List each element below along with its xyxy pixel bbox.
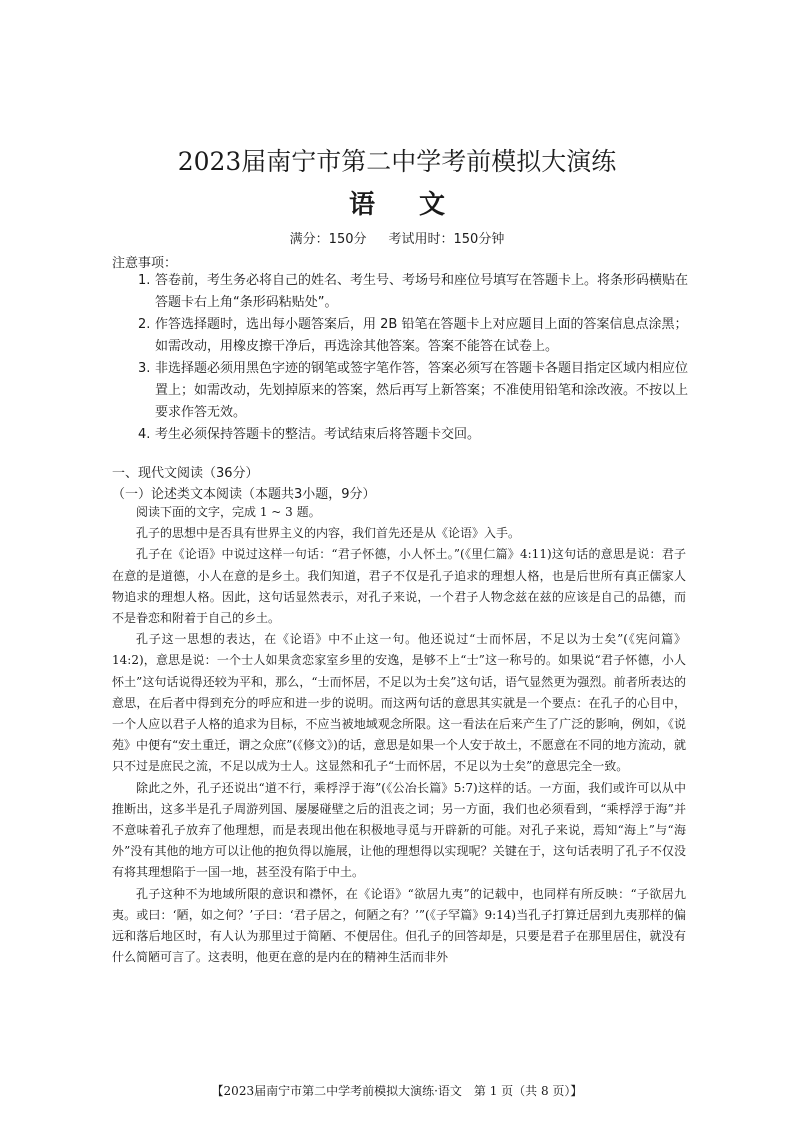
notice-number: 2. — [138, 317, 151, 332]
notice-heading: 注意事项： — [112, 256, 178, 271]
page-footer: 【2023届南宁市第二中学考前模拟大演练·语文 第 1 页（共 8 页）】 — [211, 1084, 583, 1098]
notice-text: 考生必须保持答题卡的整洁。考试结束后将答题卡交回。 — [155, 427, 481, 442]
reading-passage — [112, 502, 686, 968]
time-info: 考试用时：150分钟 — [388, 232, 505, 247]
reading-instruction: 阅读下面的文字，完成 1 ~ 3 题。 — [136, 505, 321, 519]
subject-title: 语文 — [348, 190, 489, 220]
passage-paragraph: 孔子的思想中是否具有世界主义的内容，我们首先还是从《论语》入手。 — [136, 526, 521, 541]
score-info: 满分：150分 — [289, 232, 367, 247]
notice-text: 非选择题必须用黑色字迹的钢笔或签字笔作答，答案必须写在答题卡各题目指定区域内相应位置上；如需改动，先划掉原来的答案，然后再写上新答案；不准使用铅笔和涂改液。不按以上要求作答无效。 — [155, 361, 689, 420]
exam-meta — [0, 228, 794, 247]
notice-item — [138, 314, 690, 358]
notice-number: 1. — [138, 273, 151, 288]
notice-number: 4. — [138, 427, 151, 442]
notice-number: 3. — [138, 361, 151, 376]
passage-paragraph: 孔子这一思想的表达，在《论语》中不止这一句。他还说过“士而怀居，不足以为士矣”(《宪问篇》14:2)，意思是说：一个士人如果贪恋家室乡里的安逸，是够不上“士”这一称号的。如果说“君子怀德，小人怀土”这句话说得还较为平和，那么，“士而怀居，不足以为士矣”这句话，语气显然更为强烈。前者所表达的意思，在后者中得到充分的呼应和进一步的说明。而这两句话的意思其实就是一个要点：在孔子的心目中，一个人应以君子人格的追求为目标，不应当被地域观念所限。这一看法在后来产生了广泛的影响，例如，《说苑》中便有“安土重迁，谓之众庶”(《修文》)的话，意思是如果一个人安于故土，不愿意在不同的地方流动，就只不过是庶民之流，不足以成为士人。这显然和孔子“士而怀居，不足以为士矣”的意思完全一致。 — [112, 632, 686, 774]
notice-item — [138, 270, 690, 314]
passage-paragraph: 除此之外，孔子还说出“道不行，乘桴浮于海”(《公冶长篇》5:7)这样的话。一方面，我们或许可以从中推断出，这多半是孔子周游列国、屡屡碰壁之后的沮丧之词；另一方面，我们也必须看到，“乘桴浮于海”并不意味着孔子放弃了他理想，而是表现出他在积极地寻觅与开辟新的可能。对孔子来说，焉知“海上”与“海外”没有其他的地方可以让他的抱负得以施展，让他的理想得以实现呢？关键在于，这句话表明了孔子不仅没有将其理想陷于一国一地，甚至没有陷于中土。 — [112, 780, 686, 880]
section-title: 一、现代文阅读（36分） — [112, 466, 259, 481]
passage-paragraph: 孔子在《论语》中说过这样一句话：“君子怀德，小人怀土。”(《里仁篇》4:11)这句话的意思是说：君子在意的是道德，小人在意的是乡土。我们知道，君子不仅是孔子追求的理想人格，也是后世所有真正儒家人物追求的理想人格。因此，这句话显然表示，对孔子来说，一个君子人物念兹在兹的应该是自己的品德，而不是眷恋和附着于自己的乡土。 — [112, 547, 686, 626]
notice-text: 答卷前，考生务必将自己的姓名、考生号、考场号和座位号填写在答题卡上。将条形码横贴在答题卡右上角“条形码粘贴处”。 — [155, 273, 689, 310]
notice-item — [138, 424, 690, 446]
notice-text: 作答选择题时，选出每小题答案后，用 2B 铅笔在答题卡上对应题目上面的答案信息点涂黑；如需改动，用橡皮擦干净后，再选涂其他答案。答案不能答在试卷上。 — [155, 317, 688, 354]
notice-item — [138, 358, 690, 424]
passage-paragraph: 孔子这种不为地域所限的意识和襟怀，在《论语》“欲居九夷”的记载中，也同样有所反映：“子欲居九夷。或曰：‘陋，如之何？’子曰：‘君子居之，何陋之有？’”(《子罕篇》9:14)当孔子打算迁居到九夷那样的偏远和落后地区时，有人认为那里过于简陋、不便居住。但孔子的回答却是，只要是君子在那里居住，就没有什么简陋可言了。这表明，他更在意的是内在的精神生活而非外 — [112, 886, 686, 965]
notice-list — [138, 270, 690, 446]
exam-title: 2023届南宁市第二中学考前模拟大演练 — [177, 147, 617, 176]
subsection-title: （一）论述类文本阅读（本题共3小题，9分） — [112, 487, 376, 502]
